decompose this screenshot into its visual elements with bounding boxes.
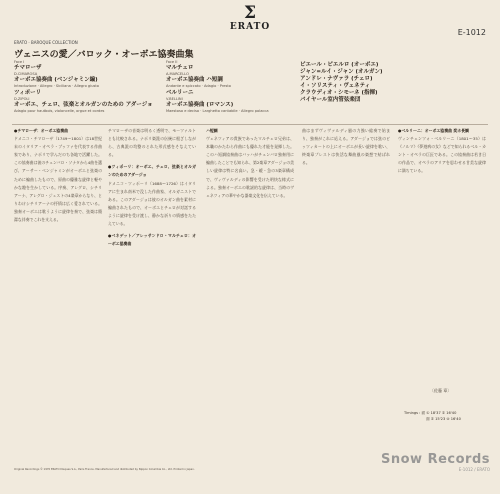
liner-column-2 (108, 127, 196, 467)
performer-6: パイヤール室内管弦楽団 (300, 97, 361, 103)
work1-title: オーボエ協奏曲 (ベンジャミン編) (14, 76, 98, 83)
watermark-site: Snow Records (380, 452, 490, 467)
performer-1: ピエール・ピエルロ (オーボエ) (300, 62, 379, 68)
timing-side-b: 面 ② 15'23 ④ 16'40 (426, 417, 461, 421)
watermark (381, 452, 490, 472)
column2-text-2: ドメニコ・ツィポーリ（1688〜1726）はイタリアに生まれ南米で没した作曲家、オルガニストである。このアダージョは彼のオルガン曲を素材に編曲されたもので、オーボエとチェロが対話するように旋律を受け渡し、静かな祈りの情感をたたえている。 (108, 180, 196, 227)
liner-column-5 (398, 127, 486, 382)
work2-composer: ツィポーリ (14, 90, 42, 97)
series-label: ERATO · BAROQUE COLLECTION (14, 40, 78, 45)
liner-column-4 (302, 127, 390, 467)
liner-column-3 (206, 127, 294, 467)
erato-sigma-icon: Σ (243, 3, 257, 23)
work4-composer: ベルリーニ (166, 90, 194, 97)
copyright-notice: Original Recordings © 1970 ERATO Disques S.A., Paris France. Manufactured and distributed by Nippon Columbia Co., Ltd. Printed in Japan. (14, 468, 195, 471)
work3-movements: Andante e spiccato · Adagio · Presto (166, 83, 231, 88)
column5-heading: ●ベルリーニ：オーボエ協奏曲 変ホ長調 (398, 128, 469, 133)
album-title: ヴェニスの愛／バロック・オーボエ協奏曲集 (14, 50, 194, 60)
timings (404, 410, 461, 422)
column2-heading: ●ツィポーリ：オーボエ、チェロ、弦楽とオルガンのためのアダージョ (108, 164, 196, 178)
work1-composer: チマローザ (14, 64, 42, 71)
column3-heading: ハ短調 (206, 128, 218, 133)
work1-movements: Introduzione · Allegro · Siciliana · Allegro giusto (14, 83, 99, 88)
column1-text: ドメニコ・チマローザ（1749〜1801）は18世紀末のイタリア・オペラ・ブッファを代表する作曲家であり、ナポリで学んだのち各地で活躍した。この協奏曲は彼のチェンバロ・ソナタから4曲を選び、アーサー・ベンジャミンがオーボエと弦楽のために編曲したもので、原曲の優雅な旋律と軽やかな趣を生かしている。序奏、アレグロ、シチリアーナ、アレグロ・ジュストの4楽章からなり、とりわけシチリアーナの抒情は広く愛されている。独奏オーボエは歌うように旋律を奏で、弦楽は簡潔な伴奏でこれを支える。 (14, 136, 102, 223)
program-side-a (14, 60, 164, 114)
erato-logo (224, 4, 276, 32)
work2-movements: Adagio pour hautbois, violoncelle, orgue et cordes (14, 109, 105, 114)
work4-title: オーボエ協奏曲 (ロマンス) (166, 102, 234, 109)
work4-movements: Maestoso e deciso · Larghetto cantabile · Allegro polacca (166, 109, 269, 114)
liner-column-1 (14, 127, 102, 467)
column2-heading-2: ●ベネデット／アレッサンドロ・マルチェロ：オーボエ協奏曲 (108, 233, 196, 247)
work2-title: オーボエ、チェロ、弦楽とオルガンのための アダージョ (14, 102, 153, 109)
work3-title: オーボエ協奏曲 ハ短調 (166, 76, 223, 83)
work3-composer: マルチェロ (166, 64, 194, 71)
author-signature: 〔佐藤 章〕 (430, 388, 452, 393)
program-side-b (166, 60, 286, 114)
column2-text: チマローザの音楽は明るく透明で、モーツァルトとも比較される。ナポリ楽派の伝統に根ざしながら、古典派の均整のとれた形式感をそなえている。 (108, 128, 196, 158)
work3-composer-latin: A.MARCELLO (166, 71, 189, 76)
performer-5: クラウディオ・シモーネ (指揮) (300, 90, 378, 96)
work4-composer-latin: V.BELLINI (166, 97, 183, 102)
watermark-code: E-1012 / ERATO (458, 467, 490, 472)
column4-text: 曲はまずヴィヴァルディ風の力強い総奏で始まり、独奏がこれに応える。アダージョでは弦のピッツィカートの上にオーボエが長い旋律を歌い、終楽章プレストは快活な舞曲風の楽想で結ばれる。 (302, 128, 390, 166)
work2-composer-latin: D.ZIPOLI (14, 97, 30, 102)
catalog-number: E-1012 (457, 28, 486, 37)
performer-2: ジャン=ルイ・ジャン (オルガン) (300, 69, 383, 75)
column3-text: ヴェネツィアの貴族であったマルチェロ兄弟は、本職のかたわら作曲にも優れた才能を発揮した。このハ短調協奏曲はバッハがチェンバロ独奏用に編曲したことでも知られ、第2楽章アダージョの美しい旋律は特に名高い。急・緩・急の3楽章構成で、ヴィヴァルディの影響を受けた明快な様式による。独奏オーボエの歌謡的な旋律は、当時のヴェネツィアの華やかな器楽文化を伝えている。 (206, 136, 294, 198)
side-a-label: Face I (14, 60, 25, 64)
performer-3: アンドレ・ナヴァラ (チェロ) (300, 76, 373, 82)
performer-4: イ・ソリスティ・ヴェネティ (300, 83, 371, 89)
work1-composer-latin: D.CIMAROSA (14, 71, 38, 76)
column5-text: ヴィンチェンツォ・ベルリーニ（1801〜35）は《ノルマ》《夢遊病の女》などで知られるベル・カント・オペラの巨匠である。この協奏曲は若き日の作品で、オペラのアリアを思わせる甘美な旋律に満ちている。 (398, 136, 486, 174)
divider-rule (12, 124, 488, 125)
column1-heading: ●チマローザ：オーボエ協奏曲 (14, 128, 68, 133)
performers-list (300, 62, 440, 104)
erato-brand-text: ERATO (229, 22, 271, 32)
side-b-label: Face II (166, 60, 178, 64)
timing-side-a: Timings : 面 ① 18'37 ② 16'40 (404, 411, 457, 415)
